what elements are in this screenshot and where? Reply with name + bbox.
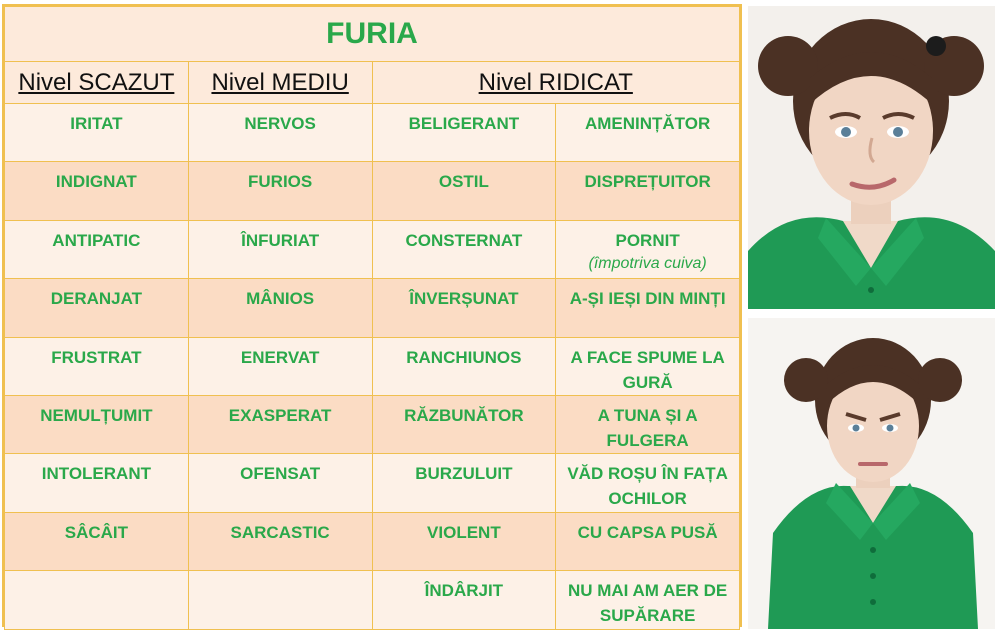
table-row <box>5 454 740 512</box>
cell-low: ANTIPATIC <box>5 220 189 278</box>
cell-high-1: RANCHIUNOS <box>372 337 556 395</box>
cell-low: INTOLERANT <box>5 454 189 512</box>
cell-medium: MÂNIOS <box>188 279 372 337</box>
cell-medium: EXASPERAT <box>188 395 372 453</box>
table-row <box>5 279 740 337</box>
cell-medium: ÎNFURIAT <box>188 220 372 278</box>
cell-high-2: A-ȘI IEȘI DIN MINȚI <box>556 279 740 337</box>
cell-note: (împotriva cuiva) <box>588 254 707 272</box>
table-row <box>5 220 740 278</box>
cell-medium <box>188 571 372 629</box>
cell-low <box>5 571 189 629</box>
cell-high-2-text: PORNIT <box>615 230 680 250</box>
cell-low: FRUSTRAT <box>5 337 189 395</box>
cell-medium: OFENSAT <box>188 454 372 512</box>
cell-high-2: A FACE SPUME LA GURĂ <box>556 337 740 395</box>
table-row <box>5 512 740 570</box>
cell-low: DERANJAT <box>5 279 189 337</box>
header-medium-label: Nivel MEDIU <box>211 68 349 96</box>
cell-medium: SARCASTIC <box>188 512 372 570</box>
cell-high-2: AMENINȚĂTOR <box>556 104 740 162</box>
cell-high-2: A TUNA ȘI A FULGERA <box>556 395 740 453</box>
cell-low: INDIGNAT <box>5 162 189 220</box>
table-title: FURIA <box>5 7 740 62</box>
emotion-table <box>2 4 742 627</box>
header-high <box>372 62 740 104</box>
photo-girl-smirk <box>748 6 995 309</box>
cell-high-1: CONSTERNAT <box>372 220 556 278</box>
cell-low: SÂCÂIT <box>5 512 189 570</box>
cell-medium: ENERVAT <box>188 337 372 395</box>
table-row <box>5 395 740 453</box>
header-medium <box>188 62 372 104</box>
photo-girl-angry <box>748 318 995 629</box>
cell-high-2: CU CAPSA PUSĂ <box>556 512 740 570</box>
cell-high-1: BURZULUIT <box>372 454 556 512</box>
cell-high-1: ÎNDÂRJIT <box>372 571 556 629</box>
cell-high-2: DISPREȚUITOR <box>556 162 740 220</box>
cell-medium: NERVOS <box>188 104 372 162</box>
girl-smirk-illustration <box>748 6 995 309</box>
table-row <box>5 337 740 395</box>
table-row <box>5 104 740 162</box>
cell-low: NEMULȚUMIT <box>5 395 189 453</box>
cell-high-1: OSTIL <box>372 162 556 220</box>
cell-low: IRITAT <box>5 104 189 162</box>
table-row <box>5 162 740 220</box>
girl-angry-illustration <box>748 318 995 629</box>
header-high-label: Nivel RIDICAT <box>478 68 633 96</box>
cell-high-1: VIOLENT <box>372 512 556 570</box>
cell-high-2 <box>556 220 740 278</box>
cell-high-1: BELIGERANT <box>372 104 556 162</box>
cell-medium: FURIOS <box>188 162 372 220</box>
header-low <box>5 62 189 104</box>
cell-high-2: VĂD ROȘU ÎN FAȚA OCHILOR <box>556 454 740 512</box>
table-row <box>5 571 740 629</box>
cell-high-2: NU MAI AM AER DE SUPĂRARE <box>556 571 740 629</box>
cell-high-1: ÎNVERȘUNAT <box>372 279 556 337</box>
header-low-label: Nivel SCAZUT <box>18 68 175 96</box>
cell-high-1: RĂZBUNĂTOR <box>372 395 556 453</box>
